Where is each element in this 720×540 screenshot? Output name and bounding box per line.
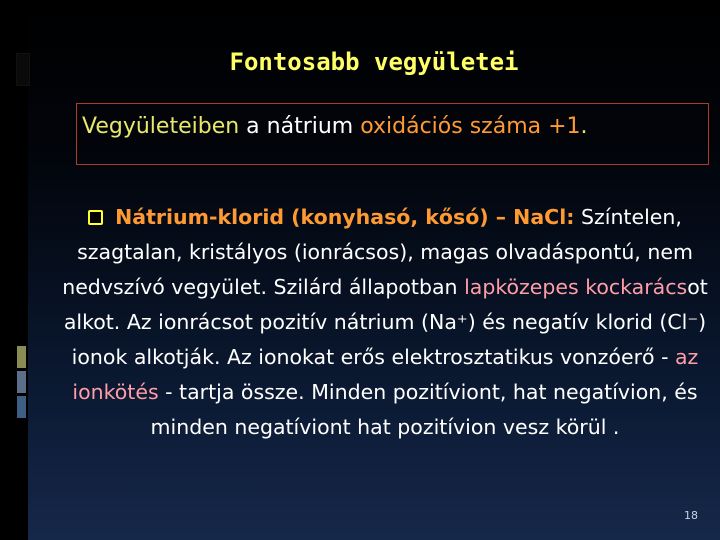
box-word-2: a nátrium xyxy=(239,114,361,139)
box-line xyxy=(82,114,588,139)
slide-title: Fontosabb vegyületei xyxy=(229,48,519,76)
decor-swatch-2 xyxy=(17,371,26,393)
square-bullet-icon xyxy=(88,210,103,225)
paragraph-text-1: Színtelen, szagtalan, kristályos (ionrácsos), magas olvadáspontú, nem nedvszívó vegyület. Szilárd állapotban xyxy=(62,205,693,299)
paragraph-heading: Nátrium-klorid (konyhasó, kősó) – NaCl: xyxy=(115,205,575,229)
box-word-5: . xyxy=(580,114,588,139)
paragraph-text-2: ot alkot. Az ionrácsot pozitív nátrium (Na⁺) és negatív klorid (Cl⁻) ionok alkotják. Az ionokat erős elektrosztatikus vonzóerő - xyxy=(63,275,708,369)
decor-swatch-3 xyxy=(17,396,26,418)
box-word-4: +1 xyxy=(541,114,581,139)
box-word-1: Vegyületeiben xyxy=(82,114,240,139)
paragraph-highlight-1: lapközepes kockarács xyxy=(464,275,688,299)
page-number: 18 xyxy=(684,509,698,522)
paragraph-text-3: - tartja össze. Minden pozitíviont, hat negatívion, és minden negatíviont hat pozitívion vesz körül . xyxy=(150,380,698,439)
paragraph-highlight-2: az ionkötés xyxy=(72,345,699,404)
body-paragraph xyxy=(62,200,708,445)
box-word-3: oxidációs száma xyxy=(360,114,542,139)
decor-swatch-1 xyxy=(17,346,26,368)
